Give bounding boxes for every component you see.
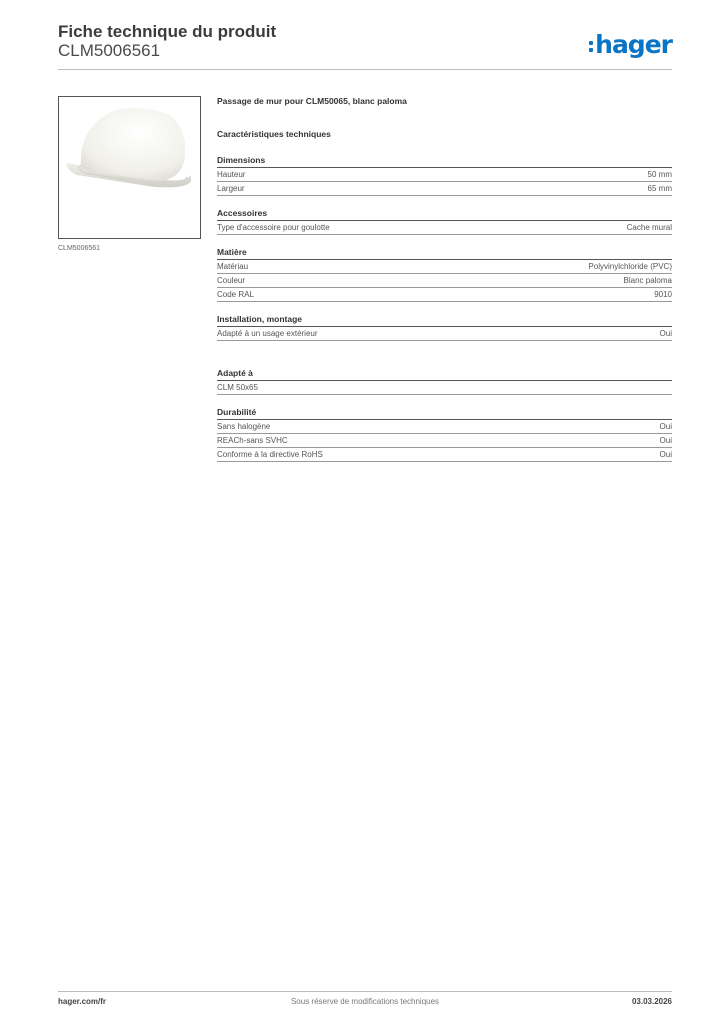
spec-value: Oui bbox=[659, 450, 672, 459]
spec-row bbox=[217, 221, 672, 235]
product-description: Passage de mur pour CLM50065, blanc paloma bbox=[217, 96, 407, 106]
logo-text: hager bbox=[595, 30, 672, 59]
spec-row bbox=[217, 260, 672, 274]
section-title: Installation, montage bbox=[217, 314, 672, 327]
spec-row bbox=[217, 448, 672, 462]
spec-row bbox=[217, 420, 672, 434]
footer-divider bbox=[58, 991, 672, 992]
product-image bbox=[58, 96, 201, 239]
spec-value: Oui bbox=[659, 436, 672, 445]
spec-label: Adapté à un usage extérieur bbox=[217, 329, 318, 338]
spec-label: CLM 50x65 bbox=[217, 383, 258, 392]
spec-row bbox=[217, 327, 672, 341]
spec-label: Conforme à la directive RoHS bbox=[217, 450, 323, 459]
specifications bbox=[217, 96, 672, 462]
spec-row bbox=[217, 381, 672, 395]
document-header bbox=[58, 22, 276, 60]
disclaimer: Sous réserve de modifications techniques bbox=[290, 997, 440, 1006]
spec-label: Matériau bbox=[217, 262, 249, 271]
spec-label: Code RAL bbox=[217, 290, 254, 299]
spec-label: Type d'accessoire pour goulotte bbox=[217, 223, 330, 232]
section-durabilite bbox=[217, 407, 672, 462]
spec-row bbox=[217, 434, 672, 448]
section-accessoires bbox=[217, 208, 672, 235]
spec-row bbox=[217, 182, 672, 196]
spec-value: 65 mm bbox=[647, 184, 672, 193]
spec-value: Oui bbox=[659, 329, 672, 338]
section-title: Adapté à bbox=[217, 368, 672, 381]
image-caption: CLM5006561 bbox=[58, 245, 101, 252]
spec-value: 50 mm bbox=[647, 170, 672, 179]
spec-row bbox=[217, 288, 672, 302]
section-title: Accessoires bbox=[217, 208, 672, 221]
document-title: Fiche technique du produit bbox=[58, 22, 277, 41]
spec-label: Largeur bbox=[217, 184, 245, 193]
spec-label: REACh-sans SVHC bbox=[217, 436, 288, 445]
spec-row bbox=[217, 168, 672, 182]
section-title: Matière bbox=[217, 247, 672, 260]
spec-label: Couleur bbox=[217, 276, 246, 285]
spec-value: 9010 bbox=[654, 290, 672, 299]
wall-passage-cap-icon bbox=[59, 97, 200, 238]
header-divider bbox=[58, 69, 672, 70]
section-installation bbox=[217, 314, 672, 341]
section-matiere bbox=[217, 247, 672, 302]
spec-value: Oui bbox=[659, 422, 672, 431]
section-dimensions bbox=[217, 155, 672, 196]
product-reference: CLM5006561 bbox=[58, 41, 161, 60]
logo-dots-icon bbox=[589, 41, 593, 52]
document-date: 03.03.2026 bbox=[631, 997, 672, 1006]
tech-characteristics-title: Caractéristiques techniques bbox=[217, 129, 331, 139]
spec-label: Sans halogène bbox=[217, 422, 271, 431]
spec-value: Polyvinylchloride (PVC) bbox=[588, 262, 672, 271]
section-title: Durabilité bbox=[217, 407, 672, 420]
spec-row bbox=[217, 274, 672, 288]
spec-value: Blanc paloma bbox=[623, 276, 672, 285]
section-adapte bbox=[217, 368, 672, 395]
spec-label: Hauteur bbox=[217, 170, 246, 179]
website-link[interactable]: hager.com/fr bbox=[58, 997, 107, 1006]
hager-logo bbox=[589, 30, 672, 59]
spec-value: Cache mural bbox=[626, 223, 672, 232]
section-title: Dimensions bbox=[217, 155, 672, 168]
